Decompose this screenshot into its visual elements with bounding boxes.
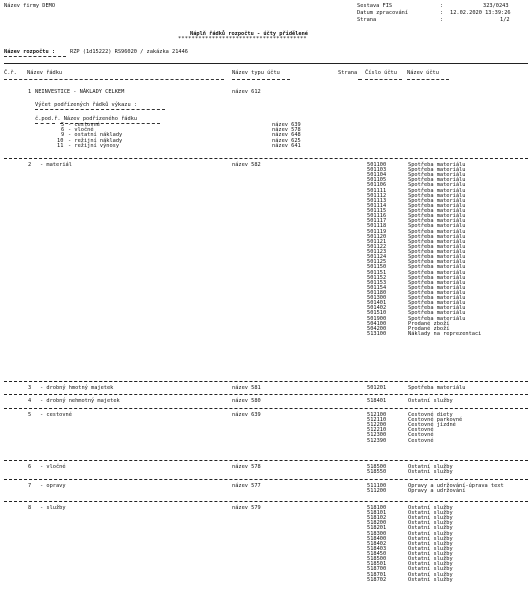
account-number: 518450 <box>367 551 387 558</box>
account-number: 518501 <box>367 561 387 568</box>
account-number: 501115 <box>367 208 387 215</box>
account-number: 518700 <box>367 566 387 573</box>
account-name: Cestovné parkovné <box>408 417 463 424</box>
account-number: 501900 <box>367 315 387 322</box>
account-name: Ostatní služby <box>408 530 453 537</box>
account-number: 511100 <box>367 483 387 489</box>
account-name: Spotřeba materiálu <box>408 202 466 209</box>
account-name: Náklady na reprezentaci <box>408 330 482 337</box>
sub-row-no: 6 <box>61 127 65 134</box>
account-name: Spotřeba materiálu <box>408 228 466 235</box>
account-name: Spotřeba materiálu <box>408 172 466 179</box>
account-name: Spotřeba materiálu <box>408 197 466 204</box>
sub-row-no: 9 <box>61 132 65 139</box>
sub-header-rule-a <box>35 123 55 124</box>
account-name: Ostatní služby <box>408 520 453 527</box>
account-number: 501125 <box>367 259 387 266</box>
account-name: Spotřeba materiálu <box>408 233 466 240</box>
account-name: Ostatní služby <box>408 535 453 542</box>
account-number: 518200 <box>367 520 387 527</box>
account-name: Cestovné diety <box>408 412 453 418</box>
account-name: Spotřeba materiálu <box>408 290 466 296</box>
account-number: 504200 <box>367 325 387 332</box>
account-name: Spotřeba materiálu <box>408 192 466 199</box>
group-row-name: - opravy <box>40 483 66 489</box>
budget-label-underline <box>4 56 66 57</box>
account-name: Opravy a udržování <box>408 488 466 495</box>
account-number: 512210 <box>367 427 387 434</box>
group-row-no: 6 <box>28 464 32 470</box>
account-number: 501113 <box>367 197 387 204</box>
account-name: Ostatní služby <box>408 551 453 558</box>
report-value: 323/0243 <box>483 3 509 9</box>
page-label: Strana <box>357 17 377 23</box>
group-separator <box>4 158 528 159</box>
col-side: Strana <box>338 70 358 76</box>
account-number: 512100 <box>367 412 387 418</box>
account-name: Prodané zboží <box>408 320 450 327</box>
group-row-no: 5 <box>28 412 32 418</box>
report-colon: : <box>440 3 444 9</box>
sub-row-no: 11 <box>57 142 64 149</box>
page-title: Náplň řádků rozpočtu - účty přidělené <box>190 31 308 37</box>
account-number: 518201 <box>367 525 387 532</box>
account-name: Prodané zboží <box>408 325 450 332</box>
account-number: 518100 <box>367 505 387 511</box>
account-number: 501117 <box>367 218 387 225</box>
sub-row-name: - cestovné <box>68 122 100 128</box>
group-row-name: - služby <box>40 505 66 511</box>
account-name: Spotřeba materiálu <box>408 213 466 220</box>
group-row-type: název 581 <box>232 385 261 391</box>
col-acct-name: Název účtu <box>407 70 439 76</box>
group-row-type: název 577 <box>232 483 261 489</box>
group-row-name: - vločné <box>40 464 66 470</box>
account-name: Ostatní služby <box>408 469 453 476</box>
sub-row-type: název 641 <box>272 142 301 149</box>
account-number: 501150 <box>367 264 387 271</box>
group-separator <box>4 501 528 502</box>
account-number: 501111 <box>367 187 387 194</box>
account-name: Spotřeba materiálu <box>408 243 466 250</box>
account-number: 501119 <box>367 228 387 235</box>
account-name: Ostatní služby <box>408 515 453 522</box>
account-number: 512110 <box>367 417 387 424</box>
account-name: Ostatní služby <box>408 464 453 470</box>
summary-subheading-underline <box>35 109 165 110</box>
account-number: 501103 <box>367 167 387 174</box>
report-label: Sestava FIS <box>357 3 393 9</box>
group-row-name: - cestovné <box>40 412 72 418</box>
company-name: Název firmy DEMO <box>4 3 56 9</box>
account-number: 501114 <box>367 202 387 209</box>
account-name: Spotřeba materiálu <box>408 238 466 245</box>
summary-row-type: název 612 <box>232 89 261 95</box>
account-name: Ostatní služby <box>408 566 453 573</box>
account-number: 501105 <box>367 177 387 184</box>
account-name: Spotřeba materiálu <box>408 249 466 256</box>
account-name: Spotřeba materiálu <box>408 295 466 302</box>
account-number: 518300 <box>367 530 387 537</box>
sub-row-type: název 639 <box>272 122 301 128</box>
col-rule-d <box>365 79 402 80</box>
account-number: 501201 <box>367 385 387 391</box>
col-type-name: Název typu účtu <box>232 70 280 76</box>
group-row-name: - drobný hmotný majetek <box>40 385 114 391</box>
group-row-no: 4 <box>28 398 32 404</box>
account-name: Spotřeba materiálu <box>408 177 466 184</box>
account-number: 501116 <box>367 213 387 220</box>
account-number: 518702 <box>367 576 387 583</box>
account-number: 518403 <box>367 545 387 552</box>
summary-subheading: Výčet podřízených řádků výkazu : <box>35 102 138 108</box>
group-row-type: název 582 <box>232 162 261 168</box>
group-separator <box>4 408 528 409</box>
account-number: 518101 <box>367 510 387 517</box>
group-row-name: - materiál <box>40 162 72 168</box>
account-name: Spotřeba materiálu <box>408 264 466 271</box>
account-number: 501510 <box>367 310 387 317</box>
header-top-rule <box>4 63 528 64</box>
account-name: Cestovné <box>408 437 434 444</box>
account-name: Spotřeba materiálu <box>408 259 466 266</box>
group-row-type: název 579 <box>232 505 261 511</box>
sub-row-type: název 578 <box>272 127 301 134</box>
group-row-no: 7 <box>28 483 32 489</box>
account-name: Ostatní služby <box>408 510 453 517</box>
account-number: 501401 <box>367 300 387 307</box>
account-name: Spotřeba materiálu <box>408 284 466 291</box>
account-number: 501154 <box>367 284 387 291</box>
col-acct-no: Číslo účtu <box>365 70 397 76</box>
account-name: Spotřeba materiálu <box>408 300 466 307</box>
account-number: 501402 <box>367 305 387 312</box>
account-number: 501180 <box>367 290 387 296</box>
date-value: 12.02.2020 13:39:26 <box>450 10 511 16</box>
group-separator <box>4 381 528 382</box>
account-name: Spotřeba materiálu <box>408 167 466 174</box>
group-row-no: 3 <box>28 385 32 391</box>
account-name: Ostatní služby <box>408 540 453 547</box>
account-name: Spotřeba materiálu <box>408 279 466 286</box>
account-number: 512200 <box>367 422 387 429</box>
account-number: 504100 <box>367 320 387 327</box>
col-rule-a <box>4 79 224 80</box>
col-rule-e <box>407 79 449 80</box>
budget-label: Název rozpočtu : <box>4 49 56 55</box>
account-number: 501120 <box>367 233 387 240</box>
account-number: 518500 <box>367 464 387 470</box>
account-number: 501151 <box>367 269 387 276</box>
account-name: Spotřeba materiálu <box>408 315 466 322</box>
budget-value: RZP (1d15222) RS96020 / zakázka 21446 <box>70 49 188 55</box>
account-name: Spotřeba materiálu <box>408 182 466 189</box>
summary-row-name: NEINVESTICE - NÁKLADY CELKEM <box>35 89 125 95</box>
account-name: Opravy a udržování-úprava text <box>408 483 504 489</box>
account-number: 501300 <box>367 295 387 302</box>
col-rule-b <box>232 79 290 80</box>
account-name: Ostatní služby <box>408 576 453 583</box>
account-name: Ostatní služby <box>408 556 453 563</box>
account-name: Spotřeba materiálu <box>408 274 466 281</box>
account-number: 518102 <box>367 515 387 522</box>
account-number: 518701 <box>367 571 387 578</box>
page-colon: : <box>440 17 444 23</box>
account-number: 513100 <box>367 330 387 337</box>
account-name: Spotřeba materiálu <box>408 223 466 230</box>
sub-row-name: - režijní výnosy <box>68 142 120 149</box>
account-number: 518500 <box>367 556 387 563</box>
sub-row-name: - vločné <box>68 127 94 134</box>
page-value: 1/2 <box>500 17 510 23</box>
account-number: 518402 <box>367 540 387 547</box>
col-row-no: Č.ř. <box>4 70 17 76</box>
col-rule-c <box>358 79 362 80</box>
account-name: Cestovné jízdné <box>408 422 456 429</box>
account-name: Ostatní služby <box>408 561 453 568</box>
account-name: Spotřeba materiálu <box>408 187 466 194</box>
account-name: Spotřeba materiálu <box>408 218 466 225</box>
account-number: 518550 <box>367 469 387 476</box>
account-name: Ostatní služby <box>408 398 453 404</box>
account-number: 501106 <box>367 182 387 189</box>
account-name: Spotřeba materiálu <box>408 310 466 317</box>
sub-row-no: 5 <box>61 122 65 128</box>
account-number: 501118 <box>367 223 387 230</box>
group-row-type: název 580 <box>232 398 261 404</box>
group-row-no: 8 <box>28 505 32 511</box>
account-number: 501152 <box>367 274 387 281</box>
group-row-type: název 578 <box>232 464 261 470</box>
col-row-name: Název řádku <box>27 70 63 76</box>
account-number: 501104 <box>367 172 387 179</box>
account-name: Ostatní služby <box>408 525 453 532</box>
title-underline: ************************************** <box>178 36 307 42</box>
account-number: 518400 <box>367 535 387 542</box>
account-name: Spotřeba materiálu <box>408 305 466 312</box>
date-label: Datum zpracování <box>357 10 409 16</box>
group-row-name: - drobný nehmotný majetek <box>40 398 120 404</box>
account-number: 501123 <box>367 249 387 256</box>
sub-row-no: 10 <box>57 137 64 144</box>
account-name: Spotřeba materiálu <box>408 254 466 261</box>
account-number: 501122 <box>367 243 387 250</box>
account-number: 501153 <box>367 279 387 286</box>
account-name: Spotřeba materiálu <box>408 385 466 391</box>
account-number: 518401 <box>367 398 387 404</box>
account-name: Cestovné <box>408 432 434 439</box>
account-number: 512390 <box>367 437 387 444</box>
account-name: Spotřeba materiálu <box>408 269 466 276</box>
account-number: 501112 <box>367 192 387 199</box>
group-separator <box>4 479 528 480</box>
sub-row-name: - režijní náklady <box>68 137 123 144</box>
sub-row-type: název 648 <box>272 132 301 139</box>
date-colon: : <box>440 10 444 16</box>
account-number: 512300 <box>367 432 387 439</box>
account-number: 501121 <box>367 238 387 245</box>
group-separator <box>4 460 528 461</box>
account-name: Ostatní služby <box>408 545 453 552</box>
summary-row-no: 1 <box>28 89 32 95</box>
group-row-type: název 639 <box>232 412 261 418</box>
sub-row-name: - ostatní náklady <box>68 132 123 139</box>
account-number: 511200 <box>367 488 387 495</box>
account-name: Ostatní služby <box>408 571 453 578</box>
group-row-no: 2 <box>28 162 32 168</box>
sub-row-type: název 625 <box>272 137 301 144</box>
account-name: Ostatní služby <box>408 505 453 511</box>
sub-header: č.pod.ř. Název podřízeného řádku <box>35 116 138 122</box>
account-name: Spotřeba materiálu <box>408 162 466 168</box>
group-separator <box>4 394 528 395</box>
account-number: 501100 <box>367 162 387 168</box>
account-name: Cestovné <box>408 427 434 434</box>
account-name: Spotřeba materiálu <box>408 208 466 215</box>
account-number: 501124 <box>367 254 387 261</box>
